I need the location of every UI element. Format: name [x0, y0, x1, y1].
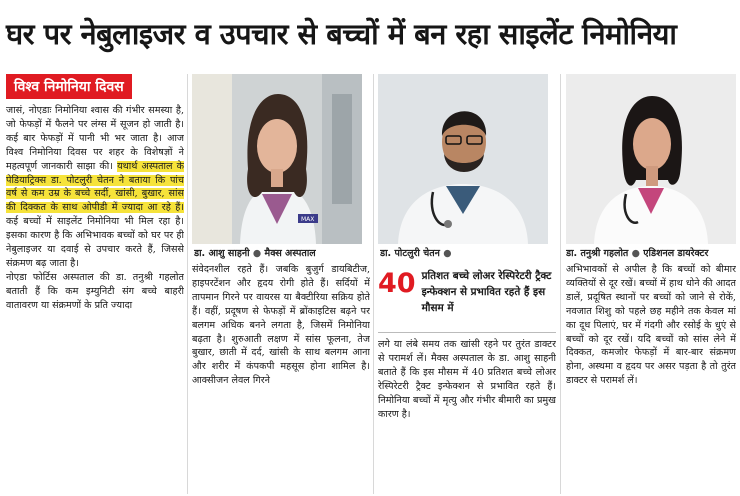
- column-divider: [373, 74, 374, 494]
- caption-dr-ashu-sahni: [194, 246, 374, 262]
- stat-text: प्रतिशत बच्चे लोअर रेस्पिरेटरी ट्रैक्ट इन्फेक्शन से प्रभावित रहते हैं इस मौसम में: [421, 270, 552, 314]
- article-text-col4: अभिभावकों से अपील है कि बच्चों को बीमार व्यक्तियों से दूर रखें। बच्चों में हाथ धोने की आदत डालें, प्रदूषित स्थानों पर बच्चों को जाने से रोकें, नवजात शिशु को पहले छह महीने तक केवल मां का दूध पिलाएं, घर में गंदगी और रसोई के धुएं से बच्चों को दूर रखें। यदि बच्चों को सांस लेने में दिक्कत, कमजोर फेफड़ों में बार-बार संक्रमण होना, अस्थमा व हृदय पर असर पड़ता है तो तुरंत डाक्टर से परामर्श लें।: [566, 264, 736, 387]
- column-divider: [560, 74, 561, 494]
- caption-org: एडिशनल डायरेक्टर: [643, 248, 709, 259]
- article-column-1: [6, 74, 184, 494]
- caption-dot: ●: [252, 248, 262, 259]
- caption-dr-potluri-chetan: [380, 246, 560, 262]
- column-divider: [187, 74, 188, 494]
- caption-org: मैक्स अस्पताल: [264, 248, 316, 259]
- caption-dot: ●: [631, 248, 640, 259]
- caption-name: डा. तनुश्री गहलोत: [566, 248, 629, 259]
- stat-callout: [378, 268, 558, 332]
- caption-name: डा. पोटलुरी चेतन: [380, 248, 440, 259]
- article-text-col1: [6, 104, 184, 484]
- article-text-col2: संवेदनशील रहते हैं। जबकि बुजुर्ग डायबिटीज, हाइपरटेंशन और हृदय रोगी होते हैं। सर्दियों में तापमान गिरने पर वायरस या बैक्टीरिया सक्रिय होते हैं। वहीं, प्रदूषण से फेफड़ों में ब्रोंकाइटिस बढ़ने पर बलगम अधिक बनने लगता है, जिसमें निमोनिया बढ़ता है। शुरुआती लक्षण में सांस फूलना, तेज बुखार, छाती में दर्द, खांसी के साथ बलगम आना और शरीर में कंपकपी महसूस होना शामिल है। आक्सीजन लेवल गिरने: [192, 264, 370, 387]
- col1-paragraph-1: जासं, नोएडाः निमोनिया श्वास की गंभीर समस्या है, जो फेफड़ों में फैलने पर लंग्स में सूजन हो जाती है। कई बार फेफड़ों में पानी भी भर जाता है। आज विश्व निमोनिया दिवस पर शहर के विशेषज्ञों ने महत्वपूर्ण जानकारी साझा की।: [6, 105, 184, 172]
- article-text-col3: लगे या लंबे समय तक खांसी रहने पर तुरंत डाक्टर से परामर्श लें। मैक्स अस्पताल के डा. आशु साहनी बताते हैं कि इस मौसम में 40 प्रतिशत बच्चे लोअर रेस्पिरेटरी ट्रैक्ट इन्फेक्शन से प्रभावित रहते हैं। निमोनिया बच्चों में मृत्यु और गंभीर बीमारी का प्रमुख कारण है।: [378, 339, 556, 420]
- col1-highlighted-quote: यथार्थ अस्पताल के पेडियाट्रिक्स डा. पोटलुरी चेतन ने बताया कि पांच वर्ष से कम उम्र के बच्चे सर्दी, खांसी, बुखार, सांस की दिक्कत के साथ ओपीडी में ज्यादा आ रहे हैं।: [6, 160, 184, 214]
- photo-dr-tanushree-gahlot: [566, 74, 736, 244]
- col1-paragraph-2: नोएडा फोर्टिस अस्पताल की डा. तनुश्री गहलोत बताती हैं कि कम इम्युनिटी संग बच्चे बाहरी वातावरण या संक्रमणों के प्रति ज्यादा: [6, 271, 184, 311]
- max-badge: MAX: [301, 216, 315, 223]
- section-tag: विश्व निमोनिया दिवस: [6, 74, 132, 99]
- photo-dr-ashu-sahni: [192, 74, 362, 244]
- caption-dot: ●: [443, 248, 452, 259]
- stat-divider: [378, 332, 556, 333]
- stat-number: 40: [378, 268, 416, 299]
- caption-dr-tanushree-gahlot: [566, 246, 738, 262]
- caption-name: डा. आशु साहनी: [194, 248, 250, 259]
- col1-paragraph-1-end: कई बच्चों में साइलेंट निमोनिया भी मिल रहा है। इसका कारण है कि अभिभावक बच्चों को घर पर ही नेबुलाइजर या दवाई से उपचार करते हैं, जिससे संक्रमण बढ़ जाता है।: [6, 216, 184, 269]
- photo-dr-potluri-chetan: [378, 74, 548, 244]
- headline: घर पर नेबुलाइजर व उपचार से बच्चों में बन रहा साइलेंट निमोनिया: [6, 16, 677, 51]
